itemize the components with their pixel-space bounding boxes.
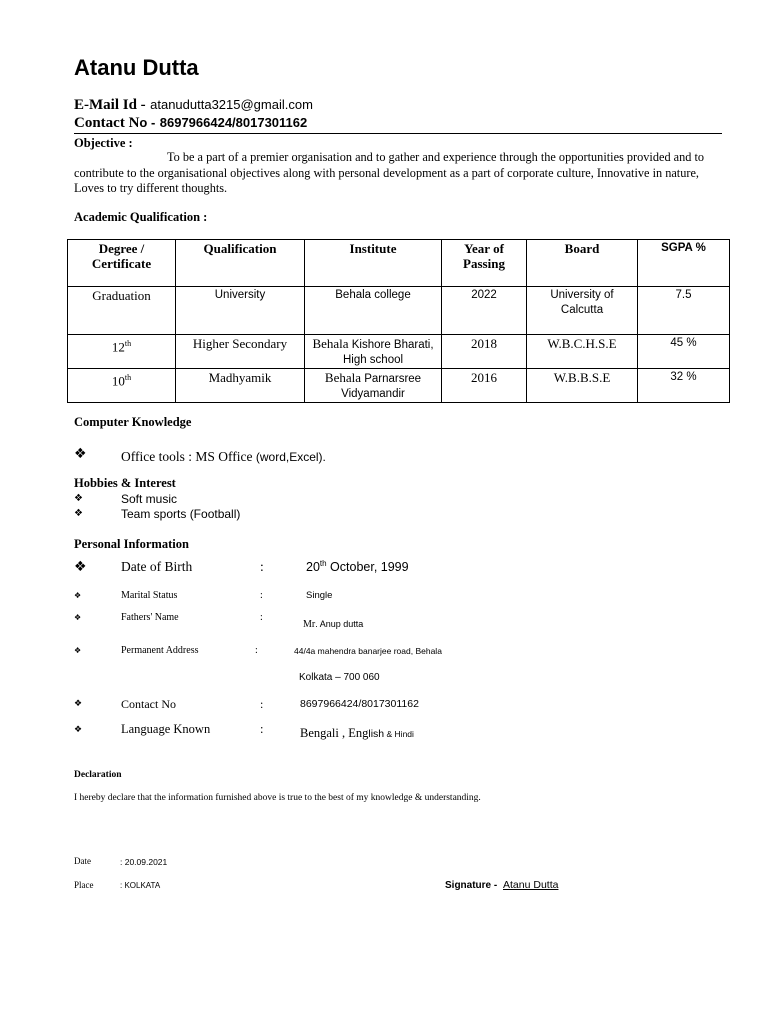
cell-degree [68,369,176,403]
diamond-bullet-icon: ❖ [74,613,82,622]
address-label: Permanent Address [121,645,199,656]
diamond-bullet-icon: ❖ [74,725,83,735]
hobby-item: Team sports (Football) [121,507,241,521]
computer-item-main: Office tools : MS Office [121,449,256,464]
language-label: Language Known [121,722,211,736]
computer-item-detail: (word,Excel). [255,450,326,464]
place-value: : KOLKATA [120,881,161,890]
cell-board: W.B.C.H.S.E [527,335,638,369]
cell-qualification: University [176,287,305,335]
table-row [68,287,730,335]
email-value: atanudutta3215@gmail.com [150,97,313,112]
cell-degree [68,287,176,335]
marital-value: Single [306,590,333,601]
colon: : [255,645,258,656]
table-header-row [68,240,730,287]
email-label: E-Mail Id - [74,97,146,113]
cell-board: W.B.B.S.E [527,369,638,403]
cell-degree [68,335,176,369]
cell-qualification: Madhyamik [176,369,305,403]
cell-sgpa: 7.5 [638,287,730,335]
diamond-bullet-icon: ❖ [74,699,83,709]
address-line-1: 44/4a mahendra banarjee road, Behala [294,646,442,656]
objective-text: To be a part of a premier organisation and to gather and experience through the opportunities provided and to contribute to the organisational objectives along with personal development as a part of corporate culture, Innovative in nature, Loves to try different thoughts. [74,150,705,195]
institute-part-a: Behala [324,370,361,385]
colon: : [260,612,263,623]
cell-year: 2018 [442,335,527,369]
father-value [303,612,363,631]
hobbies-heading: Hobbies & Interest [74,476,176,490]
cell-qualification: Higher Secondary [176,335,305,369]
date-value: : 20.09.2021 [120,857,168,867]
column-header: Qualification [176,240,305,287]
institute-part-b: Kishore Bharati, High school [342,339,434,366]
signature-value: Atanu Dutta [503,879,559,891]
computer-knowledge-heading: Computer Knowledge [74,415,192,429]
column-header: Institute [305,240,442,287]
declaration-heading: Declaration [74,770,122,780]
degree-sup: th [124,373,132,382]
marital-label: Marital Status [121,590,178,601]
contact-line [74,115,307,132]
column-header: Board [527,240,638,287]
computer-item [121,446,326,465]
place-label: Place [74,880,94,890]
father-value-a: Mr [303,619,316,630]
contact-no-label: Contact No [121,697,176,711]
date-label: Date [74,856,91,866]
father-label: Fathers' Name [121,612,179,623]
diamond-bullet-icon: ❖ [74,591,82,600]
academic-heading: Academic Qualification : [74,210,208,224]
colon: : [260,722,264,736]
cell-institute [305,335,442,369]
address-line-2: Kolkata – 700 060 [299,672,380,683]
cell-institute [305,369,442,403]
contact-label-rest: o - [139,115,156,130]
degree-text: Graduation [92,288,151,303]
language-value [300,722,414,741]
dob-day: 20 [306,560,320,575]
institute-part-a: Behala [312,336,349,351]
diamond-bullet-icon: ❖ [74,559,87,575]
cell-sgpa: 45 % [638,335,730,369]
header-divider [74,133,722,134]
colon: : [260,697,264,711]
cell-institute: Behala college [305,287,442,335]
email-line [74,97,313,114]
contact-label: Contact N [74,115,140,131]
dob-sup: th [319,559,327,568]
column-header: Year of Passing [442,240,527,287]
language-value-a: Bengali , Eng [300,726,369,740]
table-row [68,369,730,403]
degree-text: 12 [111,339,125,355]
diamond-bullet-icon: ❖ [74,446,87,462]
diamond-bullet-icon: ❖ [74,646,82,655]
dob-label: Date of Birth [121,559,193,574]
father-value-b: . Anup dutta [315,619,364,629]
diamond-bullet-icon: ❖ [74,508,83,519]
hobby-item: Soft music [121,492,178,506]
diamond-bullet-icon: ❖ [74,493,83,504]
degree-text: 10 [111,373,125,389]
table-row [68,335,730,369]
signature-label: Signature - [445,880,498,891]
dob-value [306,559,409,574]
colon: : [260,559,264,574]
column-header: SGPA % [638,240,730,287]
academic-table [67,239,730,403]
institute-part-b: Parnarsree Vidyamandir [341,373,422,400]
candidate-name: Atanu Dutta [74,55,199,80]
contact-no-value: 8697966424/8017301162 [300,698,419,710]
personal-info-heading: Personal Information [74,537,189,551]
cell-sgpa: 32 % [638,369,730,403]
declaration-text: I hereby declare that the information furnished above is true to the best of my knowledge & understanding. [74,793,481,803]
objective-label: Objective : [74,136,133,150]
cell-year: 2016 [442,369,527,403]
cell-year: 2022 [442,287,527,335]
dob-rest: October, 1999 [326,560,409,575]
contact-value: 8697966424/8017301162 [159,115,308,130]
language-value-b: lish [368,728,385,740]
column-header: Degree / Certificate [68,240,176,287]
colon: : [260,590,263,601]
cell-board: University of Calcutta [527,287,638,335]
language-value-c: & Hindi [384,729,414,739]
degree-sup: th [124,339,132,348]
